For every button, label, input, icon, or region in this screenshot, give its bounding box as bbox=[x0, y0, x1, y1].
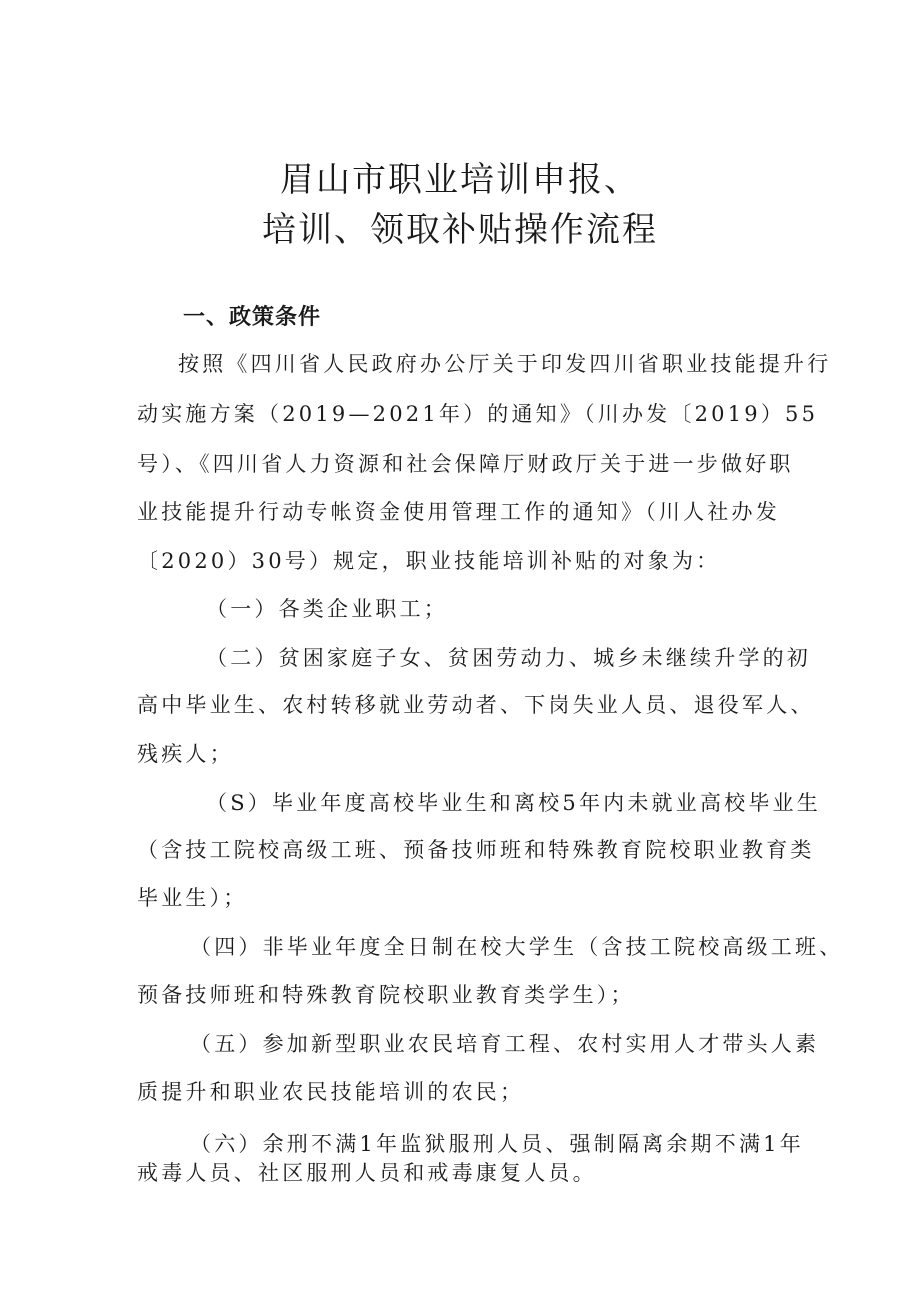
intro-line-1: 按照《四川省人民政府办公厅关于印发四川省职业技能提升行 bbox=[178, 352, 832, 376]
list-item-5-line-2: 质提升和职业农民技能培训的农民； bbox=[137, 1080, 525, 1104]
intro-line-4: 业技能提升行动专帐资金使用管理工作的通知》（川人社办发 bbox=[137, 500, 780, 524]
list-item-6-line-2: 戒毒人员、社区服刑人员和戒毒康复人员。 bbox=[137, 1161, 597, 1185]
list-item-1-line-1: （一）各类企业职工； bbox=[206, 597, 448, 621]
list-item-2-line-3: 残疾人； bbox=[137, 742, 234, 766]
document-title-line-2: 培训、领取补贴操作流程 bbox=[262, 210, 658, 250]
list-item-2-line-2: 高中毕业生、农村转移就业劳动者、下岗失业人员、退役军人、 bbox=[137, 693, 815, 717]
list-item-4-line-1: （四）非毕业年度全日制在校大学生（含技工院校高级工班、 bbox=[190, 935, 844, 959]
section-heading: 一、政策条件 bbox=[183, 305, 322, 330]
intro-line-5: 〔2020）30号）规定，职业技能培训补贴的对象为： bbox=[137, 549, 721, 573]
list-item-3-line-3: 毕业生）； bbox=[137, 886, 248, 910]
list-item-4-line-2: 预备技师班和特殊教育院校职业教育类学生）； bbox=[137, 983, 635, 1007]
intro-line-2: 动实施方案（2019—2021年）的通知》（川办发〔2019）55 bbox=[137, 402, 819, 426]
list-item-5-line-1: （五）参加新型职业农民培育工程、农村实用人才带头人素 bbox=[190, 1032, 820, 1056]
list-item-2-line-1: （二）贫困家庭子女、贫困劳动力、城乡未继续升学的初 bbox=[206, 646, 811, 670]
list-item-3-line-2: （含技工院校高级工班、预备技师班和特殊教育院校职业教育类 bbox=[137, 838, 815, 862]
document-title-line-1: 眉山市职业培训申报、 bbox=[280, 160, 640, 200]
intro-line-3: 号）、《四川省人力资源和社会保障厅财政厅关于进一步做好职 bbox=[137, 452, 794, 476]
list-item-6-line-1: （六）余刑不满1年监狱服刑人员、强制隔离余期不满1年 bbox=[190, 1132, 804, 1156]
list-item-3-line-1: （S）毕业年度高校毕业生和离校5年内未就业高校毕业生 bbox=[206, 791, 821, 815]
